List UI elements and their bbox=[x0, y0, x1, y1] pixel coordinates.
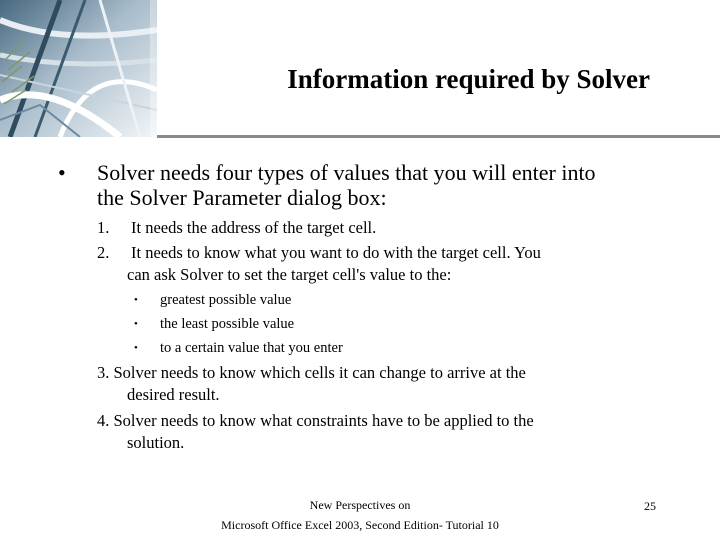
item-text-3: 3. Solver needs to know which cells it can change to arrive at the bbox=[97, 363, 526, 382]
sub-bullet-icon: • bbox=[134, 318, 138, 330]
item-number-2: 2. bbox=[97, 243, 110, 262]
footer bbox=[170, 495, 550, 535]
item-text-2-continuation: can ask Solver to set the target cell's value to the: bbox=[127, 265, 452, 284]
sub-bullet-icon: • bbox=[134, 342, 138, 354]
item-text-3-continuation: desired result. bbox=[127, 385, 220, 404]
item-text-1: It needs the address of the target cell. bbox=[131, 218, 377, 237]
intro-text bbox=[97, 160, 687, 210]
sub-bullet-text-2: the least possible value bbox=[160, 316, 295, 332]
header-rule bbox=[157, 135, 720, 138]
slide-title: Information required by Solver bbox=[287, 64, 650, 94]
item-number-1: 1. bbox=[97, 218, 110, 237]
sub-bullet-text-1: greatest possible value bbox=[160, 292, 292, 308]
architecture-graphic bbox=[0, 0, 157, 137]
intro-line-1: Solver needs four types of values that you will enter into bbox=[97, 160, 596, 185]
item-text-4-continuation: solution. bbox=[127, 433, 185, 452]
footer-line-1: New Perspectives on bbox=[309, 498, 411, 512]
intro-line-2: the Solver Parameter dialog box: bbox=[97, 185, 387, 210]
sub-bullet-icon: • bbox=[134, 294, 138, 306]
sub-bullet-text-3: to a certain value that you enter bbox=[160, 340, 343, 356]
footer-line-2: Microsoft Office Excel 2003, Second Edition- Tutorial 10 bbox=[221, 518, 499, 532]
bullet-icon: • bbox=[58, 160, 66, 185]
item-text-4: 4. Solver needs to know what constraints have to be applied to the bbox=[97, 411, 534, 430]
item-text-2: It needs to know what you want to do with the target cell. You bbox=[131, 243, 541, 262]
page-number: 25 bbox=[644, 499, 656, 513]
header-architecture-photo bbox=[0, 0, 157, 137]
